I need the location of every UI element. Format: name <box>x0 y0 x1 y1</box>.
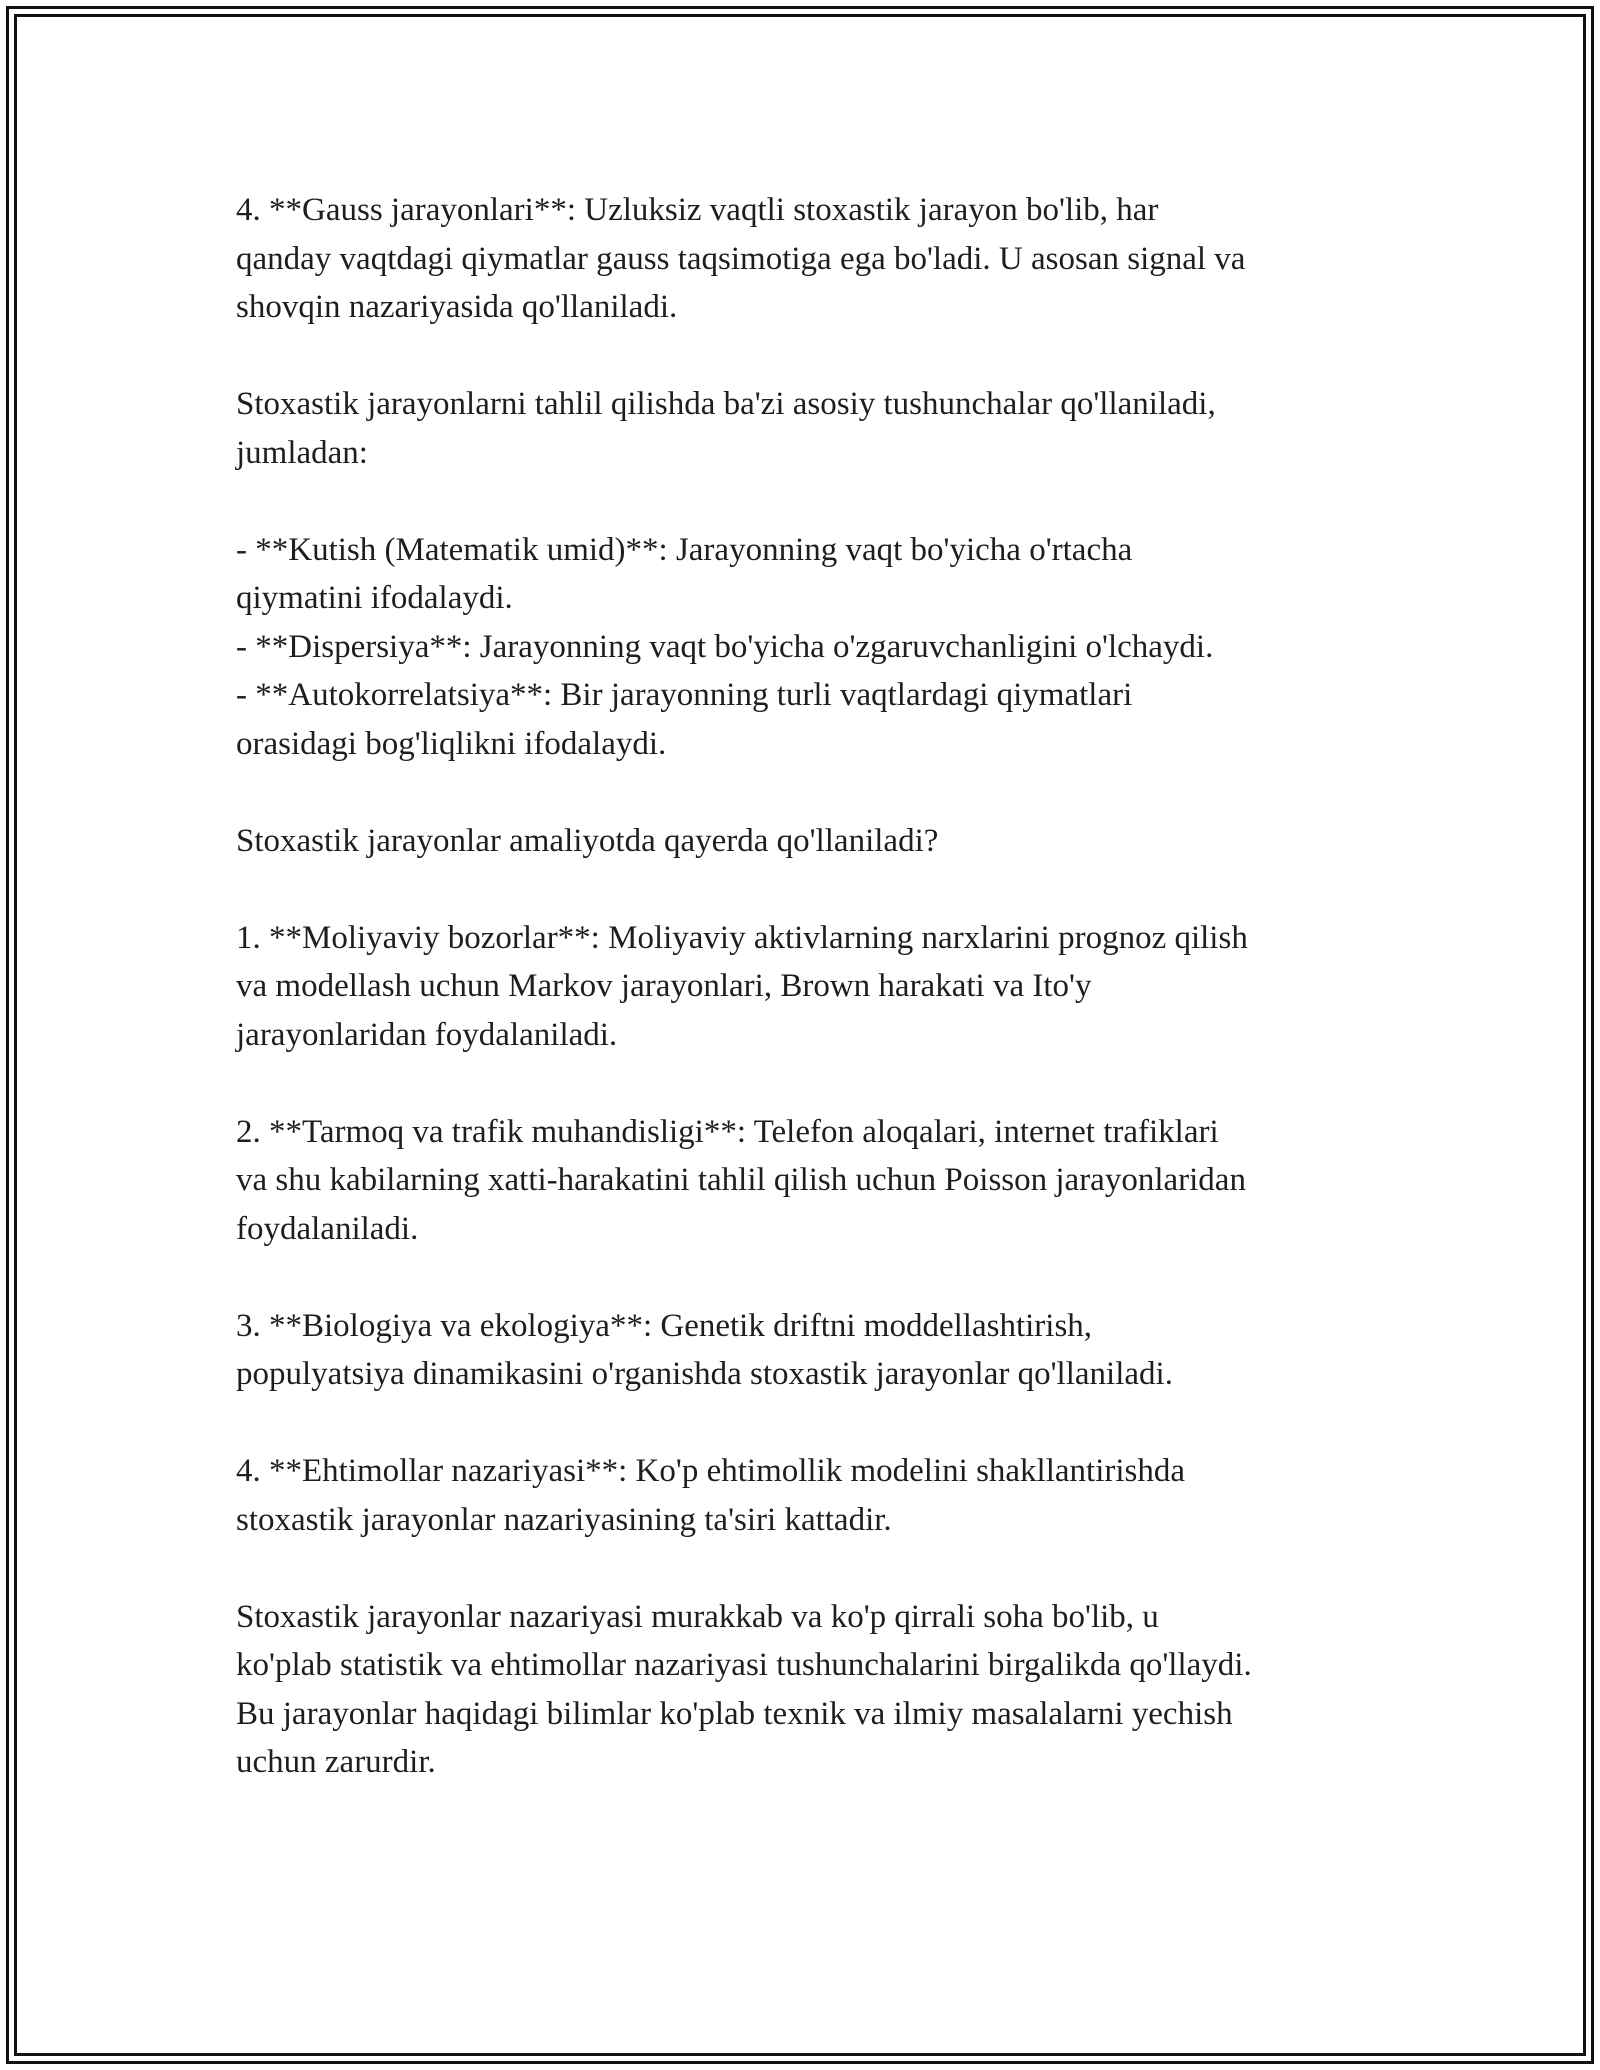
text-line: foydalaniladi. <box>236 1210 419 1247</box>
text-line: Stoxastik jarayonlar amaliyotda qayerda qo'llaniladi? <box>236 822 939 859</box>
text-line: Stoxastik jarayonlarni tahlil qilishda ba'zi asosiy tushunchalar qo'llaniladi, <box>236 386 1216 422</box>
paragraph-key-concepts-intro <box>236 380 1376 477</box>
text-line: 3. **Biologiya va ekologiya**: Genetik driftni moddellashtirish, <box>236 1307 1093 1344</box>
paragraph-network-traffic <box>236 1108 1376 1254</box>
text-line: ko'plab statistik va ehtimollar nazariyasi tushunchalarini birgalikda qo'llaydi. <box>236 1647 1252 1683</box>
list-item-text: - **Kutish (Matematik umid)**: Jarayonning vaqt bo'yicha o'rtacha <box>236 531 1133 568</box>
text-line: Stoxastik jarayonlar nazariyasi murakkab va ko'p qirrali soha bo'lib, u <box>236 1598 1159 1635</box>
text-line: qanday vaqtdagi qiymatlar gauss taqsimotiga ega bo'ladi. U asosan signal va <box>236 240 1246 277</box>
paragraph-conclusion <box>236 1593 1376 1787</box>
paragraph-financial-markets <box>236 914 1376 1060</box>
list-item-text: qiymatini ifodalaydi. <box>236 580 513 616</box>
list-item-text: - **Autokorrelatsiya**: Bir jarayonning turli vaqtlardagi qiymatlari <box>236 677 1133 713</box>
text-line: uchun zarurdir. <box>236 1744 436 1780</box>
document-body <box>236 186 1376 1787</box>
text-line: shovqin nazariyasida qo'llaniladi. <box>236 289 678 325</box>
text-line: va modellash uchun Markov jarayonlari, Brown harakati va Ito'y <box>236 968 1092 1004</box>
text-line: va shu kabilarning xatti-harakatini tahlil qilish uchun Poisson jarayonlaridan <box>236 1162 1246 1198</box>
paragraph-probability-theory <box>236 1447 1376 1544</box>
list-item-text: - **Dispersiya**: Jarayonning vaqt bo'yicha o'zgaruvchanligini o'lchaydi. <box>236 628 1214 665</box>
text-line: 4. **Ehtimollar nazariyasi**: Ko'p ehtimollik modelini shakllantirishda <box>236 1453 1186 1489</box>
list-item-text: orasidagi bog'liqlikni ifodalaydi. <box>236 725 667 762</box>
text-line: 2. **Tarmoq va trafik muhandisligi**: Telefon aloqalari, internet trafiklari <box>236 1113 1219 1150</box>
text-line: stoxastik jarayonlar nazariyasining ta'siri kattadir. <box>236 1501 892 1538</box>
text-line: jumladan: <box>236 434 368 471</box>
text-line: populyatsiya dinamikasini o'rganishda stoxastik jarayonlar qo'llaniladi. <box>236 1356 1173 1392</box>
paragraph-key-concepts-list <box>236 526 1376 769</box>
paragraph-gauss-processes <box>236 186 1376 332</box>
paragraph-biology-ecology <box>236 1302 1376 1399</box>
text-line: 4. **Gauss jarayonlari**: Uzluksiz vaqtli stoxastik jarayon bo'lib, har <box>236 192 1159 228</box>
text-line: 1. **Moliyaviy bozorlar**: Moliyaviy aktivlarning narxlarini prognoz qilish <box>236 919 1248 956</box>
text-line: Bu jarayonlar haqidagi bilimlar ko'plab texnik va ilmiy masalalarni yechish <box>236 1695 1233 1732</box>
text-line: jarayonlaridan foydalaniladi. <box>236 1016 618 1053</box>
paragraph-applications-question <box>236 817 1376 866</box>
